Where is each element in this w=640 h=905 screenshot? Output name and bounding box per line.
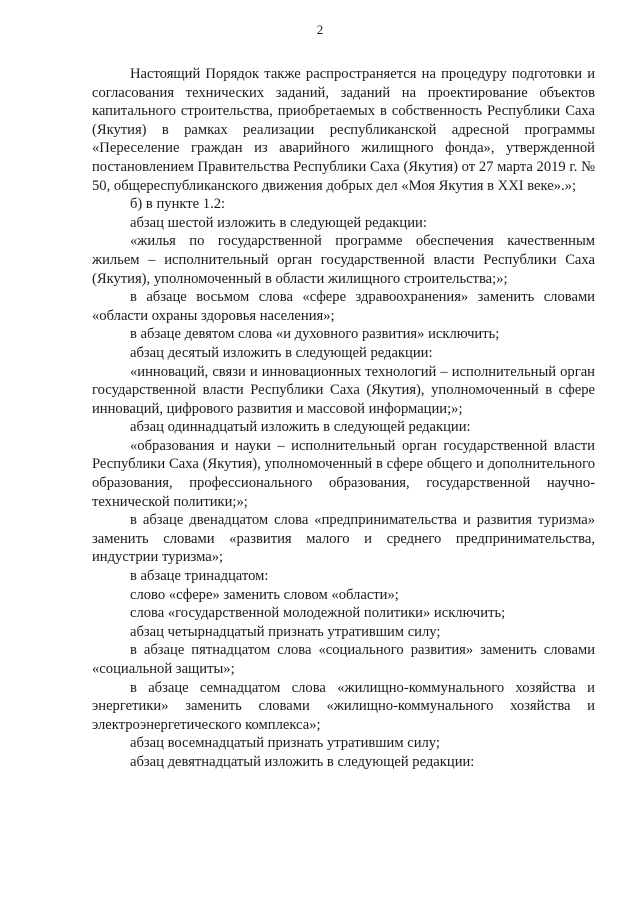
paragraph-abzac-10-heading: абзац десятый изложить в следующей редакции: [130, 344, 433, 361]
paragraph-abzac-9: в абзаце девятом слова «и духовного развития» исключить; [130, 326, 500, 343]
paragraph-abzac-19-heading: абзац девятнадцатый изложить в следующей редакции: [130, 753, 475, 770]
page-number: 2 [316, 22, 324, 37]
paragraph-procedure-scope: Настоящий Порядок также распространяется на процедуру подготовки и согласования технических заданий, заданий на проектирование объектов капитального строительства, приобретаемых в собственность Республики Саха (Якутия) в рамках реализации республиканской адресной программы «Переселение граждан из аварийного жилищного фонда», утвержденной постановлением Правительства Республики Саха (Якутия) от 27 марта 2019 г. № 50, общереспубликанского движения добрых дел «Моя Якутия в XXI веке».»; [92, 66, 595, 194]
paragraph-abzac-13-sphere: слово «сфере» заменить словом «области»; [130, 586, 399, 603]
paragraph-abzac-8: в абзаце восьмом слова «сфере здравоохранения» заменить словами «области охраны здоровья населения»; [92, 289, 595, 324]
paragraph-abzac-11-heading: абзац одиннадцатый изложить в следующей редакции: [130, 419, 471, 436]
paragraph-item-b: б) в пункте 1.2: [130, 196, 226, 213]
paragraph-abzac-13-heading: в абзаце тринадцатом: [130, 568, 269, 585]
paragraph-abzac-18: абзац восемнадцатый признать утратившим силу; [130, 735, 440, 752]
paragraph-abzac-12: в абзаце двенадцатом слова «предпринимательства и развития туризма» заменить словами «развития малого и среднего предпринимательства, индустрии туризма»; [92, 512, 595, 566]
paragraph-abzac-17: в абзаце семнадцатом слова «жилищно-коммунального хозяйства и энергетики» заменить словами «жилищно-коммунального хозяйства и электроэнергетического комплекса»; [92, 679, 595, 733]
paragraph-abzac-15: в абзаце пятнадцатом слова «социального развития» заменить словами «социальной защиты»; [92, 642, 595, 677]
paragraph-abzac-6-heading: абзац шестой изложить в следующей редакции: [130, 214, 427, 231]
document-body [92, 65, 595, 772]
paragraph-education-definition: «образования и науки – исполнительный орган государственной власти Республики Саха (Якутия), уполномоченный в сфере общего и дополнительного образования, профессионального образования, государственной научно-технической политики;»; [92, 437, 595, 510]
paragraph-abzac-13-youth: слова «государственной молодежной политики» исключить; [130, 605, 506, 622]
paragraph-abzac-14: абзац четырнадцатый признать утратившим силу; [130, 623, 441, 640]
paragraph-innovation-definition: «инноваций, связи и инновационных технологий – исполнительный орган государственной власти Республики Саха (Якутия), уполномоченный в сфере инноваций, цифрового развития и массовой информации;»; [92, 363, 595, 417]
paragraph-housing-definition: «жилья по государственной программе обеспечения качественным жильем – исполнительный орган государственной власти Республики Саха (Якутия), уполномоченный в области жилищного строительства;»; [92, 233, 595, 287]
